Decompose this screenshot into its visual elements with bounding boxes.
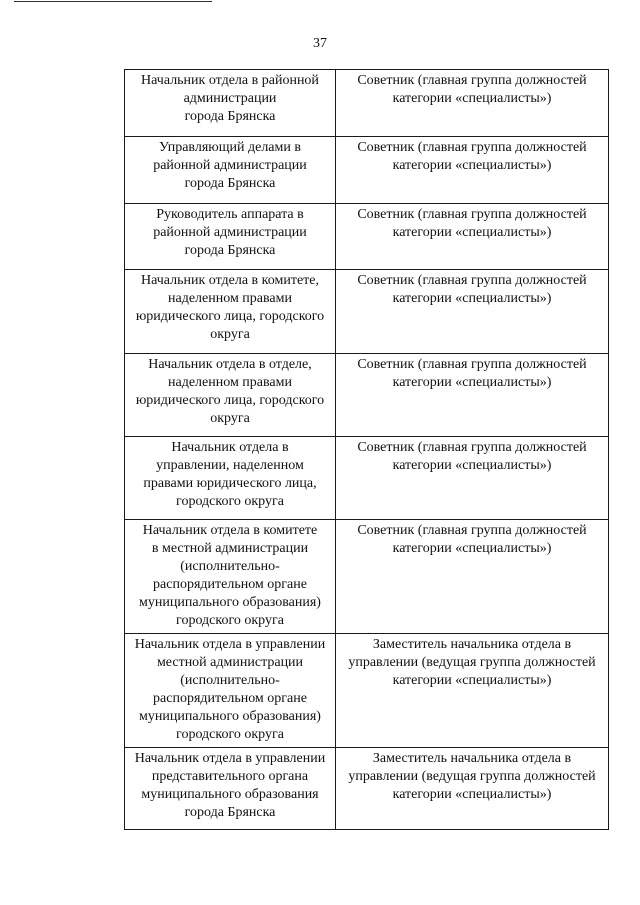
rank-cell: Советник (главная группа должностей категории «специалисты») xyxy=(336,354,609,437)
table-row xyxy=(125,270,609,354)
table-row xyxy=(125,520,609,634)
rank-cell: Советник (главная группа должностей категории «специалисты») xyxy=(336,137,609,204)
table-row xyxy=(125,748,609,830)
rank-cell: Заместитель начальника отдела в управлении (ведущая группа должностей категории «специалисты») xyxy=(336,634,609,748)
position-cell: Начальник отдела в комитете в местной администрации (исполнительно- распорядительном органе муниципального образования) городского округа xyxy=(125,520,336,634)
position-cell: Начальник отдела в районной администрации города Брянска xyxy=(125,70,336,137)
table-row xyxy=(125,70,609,137)
table-row xyxy=(125,137,609,204)
position-cell: Начальник отдела в управлении представительного органа муниципального образования города Брянска xyxy=(125,748,336,830)
rank-cell: Заместитель начальника отдела в управлении (ведущая группа должностей категории «специалисты») xyxy=(336,748,609,830)
rank-cell: Советник (главная группа должностей категории «специалисты») xyxy=(336,437,609,520)
rank-cell: Советник (главная группа должностей категории «специалисты») xyxy=(336,204,609,270)
rank-cell: Советник (главная группа должностей категории «специалисты») xyxy=(336,520,609,634)
position-cell: Начальник отдела в управлении, наделенном правами юридического лица, городского округа xyxy=(125,437,336,520)
position-cell: Начальник отдела в комитете, наделенном правами юридического лица, городского округа xyxy=(125,270,336,354)
table-row xyxy=(125,634,609,748)
position-cell: Управляющий делами в районной администрации города Брянска xyxy=(125,137,336,204)
position-cell: Начальник отдела в управлении местной администрации (исполнительно- распорядительном органе муниципального образования) городского округа xyxy=(125,634,336,748)
position-cell: Руководитель аппарата в районной администрации города Брянска xyxy=(125,204,336,270)
rank-cell: Советник (главная группа должностей категории «специалисты») xyxy=(336,70,609,137)
table-row xyxy=(125,354,609,437)
positions-table xyxy=(124,69,609,830)
position-cell: Начальник отдела в отделе, наделенном правами юридического лица, городского округа xyxy=(125,354,336,437)
top-rule xyxy=(14,1,212,2)
page-number: 37 xyxy=(313,36,327,51)
table-row xyxy=(125,204,609,270)
rank-cell: Советник (главная группа должностей категории «специалисты») xyxy=(336,270,609,354)
table-row xyxy=(125,437,609,520)
